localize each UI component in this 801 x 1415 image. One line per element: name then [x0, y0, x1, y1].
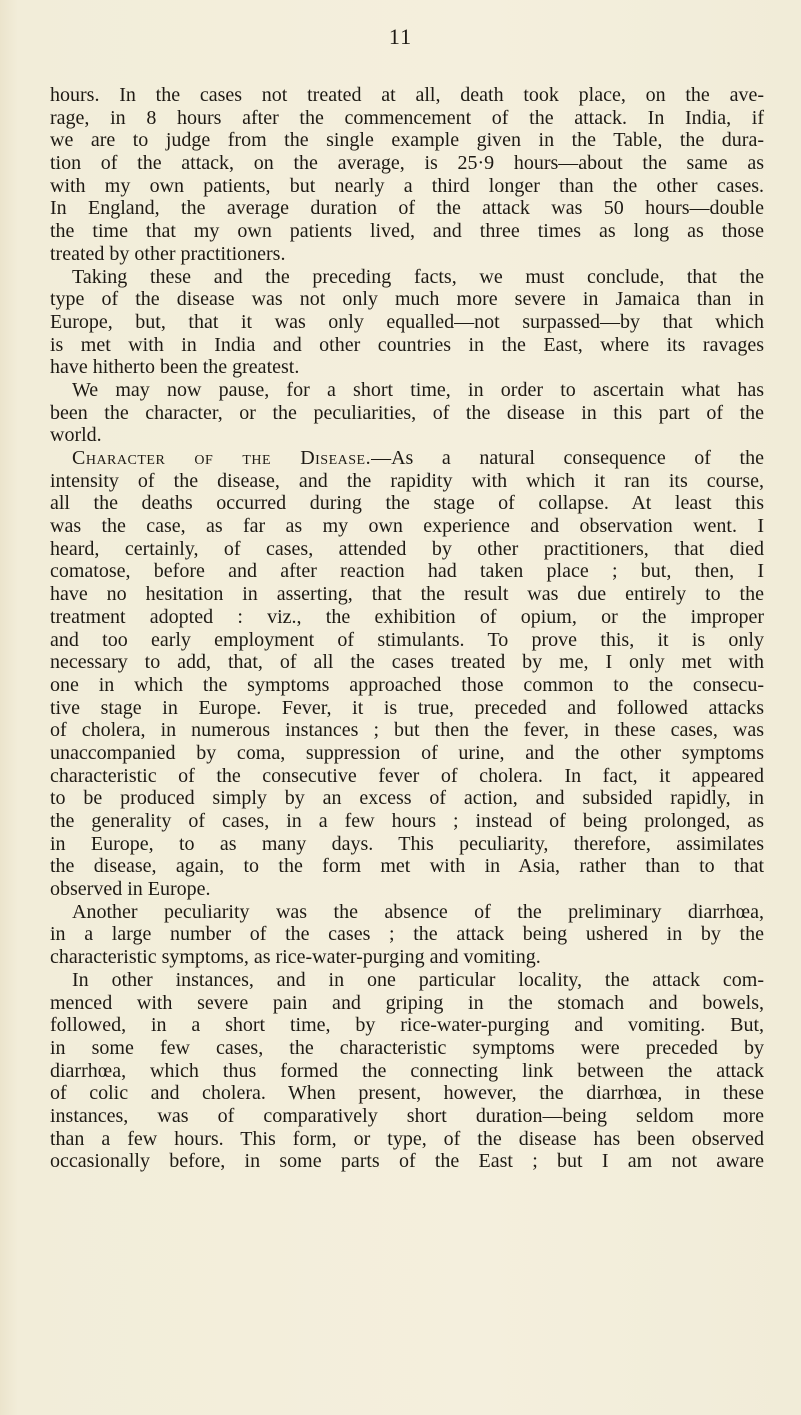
text-line: the time that my own patients lived, and three times as long as those [50, 220, 764, 243]
text-line: Europe, but, that it was only equalled—not surpassed—by that which [50, 310, 764, 333]
body-text [50, 84, 764, 1173]
text-line: menced with severe pain and griping in the stomach and bowels, [50, 991, 764, 1014]
text-line: tion of the attack, on the average, is 25·9 hours—about the same as [50, 152, 764, 175]
text-line: the disease, again, to the form met with in Asia, rather than to that [50, 855, 764, 878]
text-line: characteristic of the consecutive fever of cholera. In fact, it appeared [50, 764, 764, 787]
text-line: intensity of the disease, and the rapidity with which it ran its course, [50, 469, 764, 492]
text-line: hours. In the cases not treated at all, death took place, on the ave- [50, 84, 764, 106]
text-line: have no hesitation in asserting, that the result was due entirely to the [50, 583, 764, 606]
text-line: one in which the symptoms approached those common to the consecu- [50, 673, 764, 696]
text-line: rage, in 8 hours after the commencement of the attack. In India, if [50, 106, 764, 129]
page-number: 11 [388, 24, 413, 49]
text-line: in some few cases, the characteristic symptoms were preceded by [50, 1036, 764, 1059]
text-line: treatment adopted : viz., the exhibition of opium, or the improper [50, 605, 764, 628]
text-line: type of the disease was not only much more severe in Jamaica than in [50, 288, 764, 311]
text-line: been the character, or the peculiarities, of the disease in this part of the [50, 401, 764, 424]
text-line: heard, certainly, of cases, attended by other practitioners, that died [50, 537, 764, 560]
text-line: We may now pause, for a short time, in order to ascertain what has [72, 378, 764, 401]
text-line: in a large number of the cases ; the attack being ushered in by the [50, 923, 764, 946]
text-line: treated by other practitioners. [50, 242, 286, 265]
text-line: unaccompanied by coma, suppression of urine, and the other symptoms [50, 741, 764, 764]
text-line: instances, was of comparatively short duration—being seldom more [50, 1104, 764, 1127]
text-line: than a few hours. This form, or type, of the disease has been observed [50, 1127, 764, 1150]
text-line: world. [50, 424, 102, 447]
text-line: In England, the average duration of the attack was 50 hours—double [50, 197, 764, 220]
text-line: necessary to add, that, of all the cases treated by me, I only met with [50, 651, 764, 674]
text-line: observed in Europe. [50, 878, 211, 901]
text-line: followed, in a short time, by rice-water-purging and vomiting. But, [50, 1014, 764, 1037]
text-line: Character of the Disease.—As a natural consequence of the [72, 447, 764, 469]
text-line: Taking these and the preceding facts, we must conclude, that the [72, 265, 764, 288]
text-line: occasionally before, in some parts of the East ; but I am not aware [50, 1150, 764, 1173]
text-line: have hitherto been the greatest. [50, 356, 300, 379]
text-line: comatose, before and after reaction had taken place ; but, then, I [50, 560, 764, 583]
text-line: in Europe, to as many days. This peculiarity, therefore, assimilates [50, 832, 764, 855]
text-line: we are to judge from the single example given in the Table, the dura- [50, 129, 764, 152]
text-line: was the case, as far as my own experience and observation went. I [50, 515, 764, 538]
text-line: all the deaths occurred during the stage of collapse. At least this [50, 492, 764, 515]
text-line: of cholera, in numerous instances ; but then the fever, in these cases, was [50, 719, 764, 742]
text-line: characteristic symptoms, as rice-water-purging and vomiting. [50, 946, 541, 969]
text-line: and too early employment of stimulants. To prove this, it is only [50, 628, 764, 651]
text-line: of colic and cholera. When present, however, the diarrhœa, in these [50, 1082, 764, 1105]
text-line: Another peculiarity was the absence of the preliminary diarrhœa, [72, 900, 764, 923]
text-line: In other instances, and in one particular locality, the attack com- [72, 968, 764, 991]
text-line: diarrhœa, which thus formed the connecting link between the attack [50, 1059, 764, 1082]
text-line: the generality of cases, in a few hours ; instead of being prolonged, as [50, 810, 764, 832]
section-heading: Character of the Disease. [72, 447, 372, 469]
text-line: to be produced simply by an excess of action, and subsided rapidly, in [50, 787, 764, 810]
text-line: is met with in India and other countries in the East, where its ravages [50, 333, 764, 356]
text-line: with my own patients, but nearly a third longer than the other cases. [50, 174, 764, 197]
text-line: tive stage in Europe. Fever, it is true, preceded and followed attacks [50, 696, 764, 719]
